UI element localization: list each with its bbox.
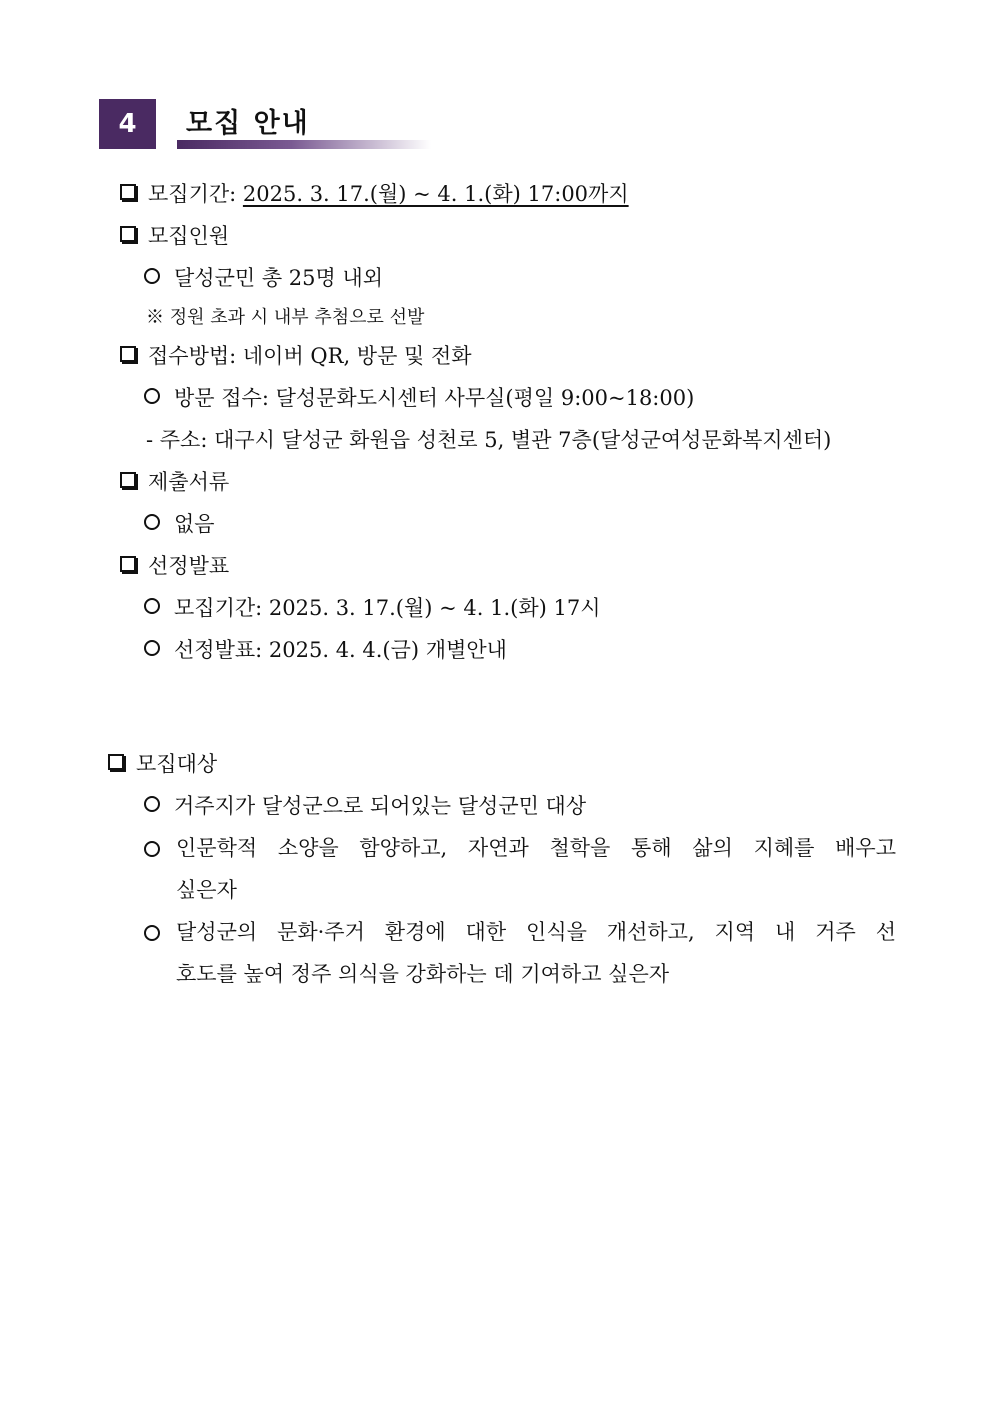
circle-bullet-icon xyxy=(144,640,160,656)
checkbox-bullet-icon xyxy=(120,346,136,362)
quota-note: ※ 정원 초과 시 내부 추첨으로 선발 xyxy=(146,307,425,328)
quota-label: 모집인원 xyxy=(148,224,230,248)
announce-date-row xyxy=(144,636,507,664)
period-value: 2025. 3. 17.(월) ~ 4. 1.(화) 17:00까지 xyxy=(242,182,629,206)
docs-item: 없음 xyxy=(174,512,215,536)
target-item: 거주지가 달성군으로 되어있는 달성군민 대상 xyxy=(174,794,587,818)
section-number-badge: 4 xyxy=(99,99,156,149)
section-header xyxy=(99,99,439,151)
circle-bullet-icon xyxy=(144,514,160,530)
docs-label: 제출서류 xyxy=(148,470,230,494)
circle-bullet-icon xyxy=(144,925,160,941)
title-underline-bar xyxy=(177,140,431,149)
period-row xyxy=(120,180,629,208)
checkbox-bullet-icon xyxy=(108,754,124,770)
method-visit-row xyxy=(144,384,694,412)
circle-bullet-icon xyxy=(144,388,160,404)
circle-bullet-icon xyxy=(144,841,160,857)
method-visit: 방문 접수: 달성문화도시센터 사무실(평일 9:00~18:00) xyxy=(174,386,695,410)
target-label: 모집대상 xyxy=(136,752,218,776)
quota-item: 달성군민 총 25명 내외 xyxy=(174,266,384,290)
method-row xyxy=(120,342,472,370)
announce-row xyxy=(120,552,229,580)
checkbox-bullet-icon xyxy=(120,226,136,242)
announce-label: 선정발표 xyxy=(148,554,230,578)
target-item-continued: 호도를 높여 정주 의식을 강화하는 데 기여하고 싶은자 xyxy=(176,962,670,986)
target-item: 인문학적 소양을 함양하고, 자연과 철학을 통해 삶의 지혜를 배우고 xyxy=(176,836,896,860)
target-row xyxy=(108,750,217,778)
docs-row xyxy=(120,468,229,496)
target-item-row xyxy=(144,792,586,820)
announce-period: 모집기간: 2025. 3. 17.(월) ~ 4. 1.(화) 17시 xyxy=(174,596,601,620)
method-label: 접수방법: 네이버 QR, 방문 및 전화 xyxy=(148,344,472,368)
announce-period-row xyxy=(144,594,601,622)
announce-date: 선정발표: 2025. 4. 4.(금) 개별안내 xyxy=(174,638,507,662)
circle-bullet-icon xyxy=(144,796,160,812)
target-item: 달성군의 문화·주거 환경에 대한 인식을 개선하고, 지역 내 거주 선 xyxy=(176,920,896,944)
checkbox-bullet-icon xyxy=(120,556,136,572)
circle-bullet-icon xyxy=(144,598,160,614)
checkbox-bullet-icon xyxy=(120,472,136,488)
quota-row xyxy=(120,222,229,250)
docs-item-row xyxy=(144,510,215,538)
checkbox-bullet-icon xyxy=(120,184,136,200)
method-address: - 주소: 대구시 달성군 화원읍 성천로 5, 별관 7층(달성군여성문화복지센터) xyxy=(146,428,832,452)
section-title: 모집 안내 xyxy=(186,108,310,139)
target-item-continued: 싶은자 xyxy=(176,878,237,902)
period-label: 모집기간: xyxy=(148,182,243,206)
circle-bullet-icon xyxy=(144,268,160,284)
quota-item-row xyxy=(144,264,383,292)
